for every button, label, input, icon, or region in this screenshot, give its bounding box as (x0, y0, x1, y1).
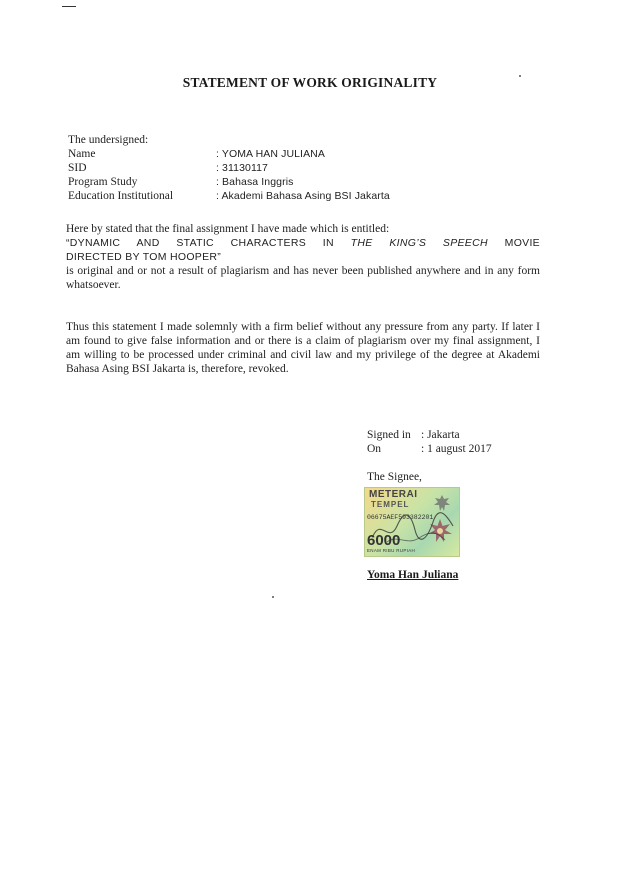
movie-title: THE KING’S SPEECH (350, 237, 488, 249)
scan-mark (62, 6, 76, 7)
stamp-serial: 06675AEF593382201 (367, 514, 434, 521)
originality-claim: is original and or not a result of plagiarism and has never been published anywhere and in any form whatsoever. (66, 265, 540, 291)
field-value: : 31130117 (216, 162, 268, 174)
signed-in-value: : Jakarta (421, 429, 460, 441)
revenue-stamp (364, 487, 460, 557)
stamp-amount: 6000 (367, 532, 401, 549)
stamp-text: TEMPEL (371, 500, 410, 509)
field-value: : YOMA HAN JULIANA (216, 148, 325, 160)
field-value: : Akademi Bahasa Asing BSI Jakarta (216, 190, 390, 202)
date-label: On (367, 443, 382, 455)
handwritten-signature-icon (367, 496, 457, 552)
date-value: : 1 august 2017 (421, 443, 492, 455)
signed-in-label: Signed in (367, 429, 411, 441)
assignment-title-line2: DIRECTED BY TOM HOOPER” (66, 251, 222, 263)
signee-label: The Signee, (367, 471, 422, 483)
field-value: : Bahasa Inggris (216, 176, 294, 188)
statement-intro: Here by stated that the final assignment I have made which is entitled: (66, 223, 390, 235)
field-label: Education Institutional (68, 190, 174, 202)
assignment-title-line1: “DYNAMIC AND STATIC CHARACTERS IN THE KING’S SPEECH MOVIE (66, 237, 540, 249)
stamp-caption: ENAM RIBU RUPIAH (367, 548, 416, 553)
intro-text: The undersigned: (68, 134, 149, 146)
signing-details (367, 428, 492, 456)
scan-speck (272, 596, 274, 598)
field-label: Program Study (68, 176, 138, 188)
statement-paragraph (66, 222, 540, 292)
field-label: Name (68, 148, 96, 160)
document-title: STATEMENT OF WORK ORIGINALITY (182, 75, 438, 90)
signee-name: Yoma Han Juliana (367, 569, 459, 581)
field-label: SID (68, 162, 87, 174)
stamp-text: METERAI (369, 489, 418, 500)
declaration-paragraph: Thus this statement I made solemnly with a firm belief without any pressure from any party. If later I am found to give false information and or there is a claim of plagiarism over my final assignment, I am willing to be processed under criminal and civil law and my privilege of the degree at Akademi Bahasa Asing BSI Jakarta is, therefore, revoked. (66, 321, 540, 375)
